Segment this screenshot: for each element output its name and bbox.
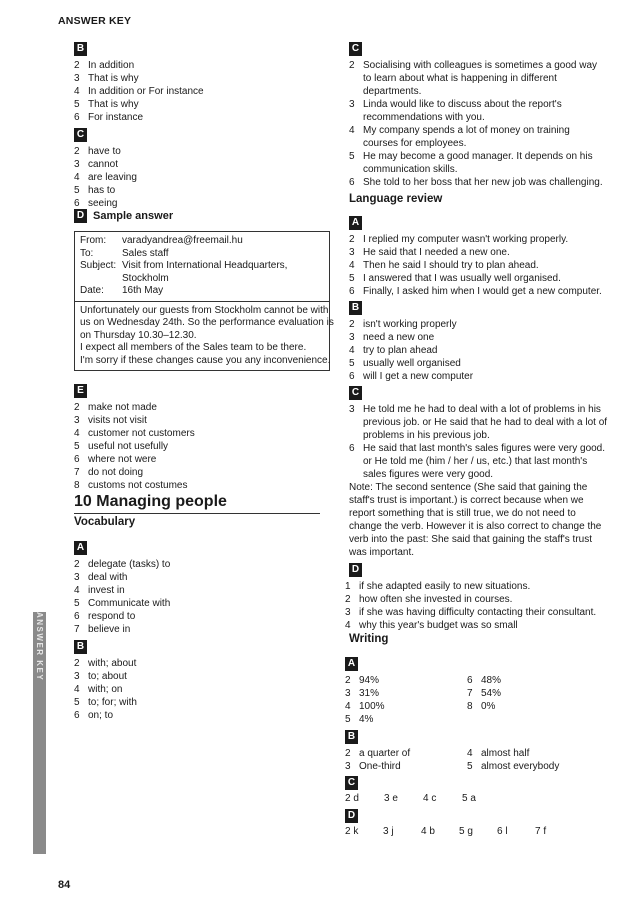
page-number: 84	[58, 879, 71, 891]
list-item: 7 54%	[467, 688, 502, 699]
vocabulary-title: Vocabulary	[74, 516, 136, 528]
writing-d-list	[345, 826, 573, 837]
lang-section-a	[349, 212, 605, 298]
list-item: 4 In addition or For instance	[74, 86, 204, 97]
vocab-a-label: A	[74, 541, 87, 555]
list-item: 5 Communicate with	[74, 598, 171, 609]
lang-section-d	[345, 559, 613, 632]
list-item: 6 l	[497, 826, 508, 837]
list-item: 2 make not made	[74, 402, 157, 413]
list-item: 2 94%	[345, 675, 380, 686]
list-item: 4 almost half	[467, 748, 530, 759]
lang-a-list	[349, 233, 605, 298]
list-item: 5 useful not usefully	[74, 441, 169, 452]
list-item: 6 Finally, I asked him when I would get a new computer.	[349, 286, 602, 297]
right-c-label: C	[349, 42, 362, 56]
list-item: 4 b	[421, 826, 435, 837]
list-item: 2 how often she invested in courses.	[345, 594, 513, 605]
writing-section-c	[345, 772, 501, 804]
list-item: 8 0%	[467, 701, 496, 712]
list-item: 3 need a new one	[349, 332, 435, 343]
list-item: 6 on; to	[74, 710, 114, 721]
list-item: 3 He said that I needed a new one.	[349, 247, 510, 258]
lang-section-b	[349, 297, 605, 383]
vocab-b-list	[74, 657, 137, 722]
list-item: 4 100%	[345, 701, 385, 712]
list-item: 2 Socialising with colleagues is sometimes a good way to learn about what is happening in different departments.	[349, 60, 598, 97]
section-d-label: D	[74, 209, 87, 223]
sidebar-tab: ANSWER KEY	[33, 612, 46, 854]
list-item: 5 4%	[345, 714, 374, 725]
list-item: 6 He said that last month's sales figures were very good. or He told me (him / her / us, etc.) that last month's sales figures were very good.	[349, 443, 606, 480]
list-item: 2 a quarter of	[345, 748, 411, 759]
vocab-b-label: B	[74, 640, 87, 654]
list-item: 3 That is why	[74, 73, 139, 84]
writing-d-label: D	[345, 809, 358, 823]
list-item: 3 j	[383, 826, 394, 837]
lang-section-c	[349, 382, 611, 559]
writing-section-b	[345, 726, 559, 773]
list-item: 3 visits not visit	[74, 415, 147, 426]
section-e-list	[74, 401, 195, 492]
writing-b-label: B	[345, 730, 358, 744]
sample-email	[74, 231, 334, 371]
list-item: 3 deal with	[74, 572, 128, 583]
right-c-list	[349, 59, 605, 189]
email-subject: Visit from International Headquarters, Stockholm	[122, 260, 288, 284]
list-item: 2 have to	[74, 146, 121, 157]
section-b-list	[74, 59, 204, 124]
list-item: 3 One-third	[345, 761, 401, 772]
list-item: 4 c	[423, 793, 437, 804]
writing-section-d	[345, 805, 573, 837]
section-c-list	[74, 145, 137, 210]
section-d	[74, 209, 173, 223]
list-item: 5 I answered that I was usually well organised.	[349, 273, 561, 284]
list-item: 2 In addition	[74, 60, 135, 71]
writing-b-list	[345, 747, 559, 773]
vocab-section-b	[74, 636, 137, 722]
vocab-a-list	[74, 558, 170, 636]
email-to: Sales staff	[122, 247, 169, 259]
list-item: 1 if she adapted easily to new situations.	[345, 581, 531, 592]
list-item: 8 customs not costumes	[74, 480, 188, 491]
unit-title: 10 Managing people	[74, 493, 320, 514]
list-item: 4 are leaving	[74, 172, 137, 183]
list-item: 7 do not doing	[74, 467, 144, 478]
writing-title: Writing	[349, 633, 389, 645]
section-c	[74, 124, 137, 210]
email-header: From: varadyandrea@freemail.hu To: Sales staff Subject: Visit from International Headquarters, Stockholm Date: 16th May	[75, 232, 329, 302]
list-item: 5 has to	[74, 185, 116, 196]
list-item: 3 e	[384, 793, 398, 804]
section-c-label: C	[74, 128, 87, 142]
section-b-label: B	[74, 42, 87, 56]
list-item: 5 That is why	[74, 99, 139, 110]
writing-c-label: C	[345, 776, 358, 790]
writing-a-label: A	[345, 657, 358, 671]
list-item: 2 d	[345, 793, 359, 804]
list-item: 4 customer not customers	[74, 428, 195, 439]
list-item: 5 almost everybody	[467, 761, 560, 772]
list-item: 2 k	[345, 826, 359, 837]
note-text: Note: The second sentence (She said that gaining the staff's trust is important.) is correct because when we report something that is still true, we do not need to change the verb. However it is also correct to change the verb into the past: She said that gaining the staff's trust was important.	[349, 482, 602, 558]
list-item: 3 cannot	[74, 159, 119, 170]
list-item: 5 a	[462, 793, 476, 804]
email-date: 16th May	[122, 285, 164, 296]
list-item: 3 Linda would like to discuss about the report's recommendations with you.	[349, 99, 562, 123]
list-item: 6 She told to her boss that her new job was challenging.	[349, 177, 603, 188]
list-item: 3 31%	[345, 688, 380, 699]
list-item: 6 respond to	[74, 611, 136, 622]
list-item: 2 isn't working properly	[349, 319, 457, 330]
lang-b-label: B	[349, 301, 362, 315]
list-item: 2 with; about	[74, 658, 137, 669]
right-section-c	[349, 38, 605, 189]
lang-d-list	[345, 580, 613, 632]
list-item: 4 try to plan ahead	[349, 345, 438, 356]
page-header: ANSWER KEY	[58, 15, 132, 27]
list-item: 5 g	[459, 826, 473, 837]
list-item: 3 to; about	[74, 671, 127, 682]
list-item: 3 if she was having difficulty contacting their consultant.	[345, 607, 597, 618]
lang-b-list	[349, 318, 605, 383]
list-item: 2 I replied my computer wasn't working properly.	[349, 234, 569, 245]
list-item: 7 believe in	[74, 624, 131, 635]
lang-d-label: D	[349, 563, 362, 577]
list-item: 5 He may become a good manager. It depends on his communication skills.	[349, 151, 593, 175]
list-item: 6 where not were	[74, 454, 157, 465]
section-e-label: E	[74, 384, 87, 398]
list-item: 7 f	[535, 826, 547, 837]
list-item: 4 why this year's budget was so small	[345, 620, 518, 631]
lang-a-label: A	[349, 216, 362, 230]
list-item: 2 delegate (tasks) to	[74, 559, 171, 570]
list-item: 4 with; on	[74, 684, 123, 695]
lang-c-list	[349, 403, 611, 559]
list-item: 6 For instance	[74, 112, 144, 123]
list-item: 4 invest in	[74, 585, 125, 596]
writing-a-list	[345, 674, 501, 726]
lang-c-label: C	[349, 386, 362, 400]
sample-answer-title: Sample answer	[93, 210, 174, 222]
list-item: 3 He told me he had to deal with a lot of problems in his previous job. or He said that he had to deal with a lot of problems in his previous job.	[349, 404, 608, 441]
section-e	[74, 380, 195, 492]
list-item: 4 My company spends a lot of money on training courses for employees.	[349, 125, 570, 149]
writing-c-list	[345, 793, 501, 804]
list-item: 5 usually well organised	[349, 358, 461, 369]
list-item: 6 48%	[467, 675, 502, 686]
section-b	[74, 38, 204, 124]
list-item: 5 to; for; with	[74, 697, 137, 708]
email-body: Unfortunately our guests from Stockholm cannot be with us on Wednesday 24th. So the performance evaluation is on Thursday 10.30–12.30. I expect all members of the Sales team to be there. I'm sorry if these changes cause you any inconvenience.	[80, 304, 334, 366]
email-from: varadyandrea@freemail.hu	[122, 235, 243, 246]
list-item: 6 will I get a new computer	[349, 371, 474, 382]
writing-section-a	[345, 653, 501, 726]
vocab-section-a	[74, 537, 170, 636]
list-item: 6 seeing	[74, 198, 118, 209]
list-item: 4 Then he said I should try to plan ahead.	[349, 260, 539, 271]
language-review-title: Language review	[349, 193, 443, 205]
